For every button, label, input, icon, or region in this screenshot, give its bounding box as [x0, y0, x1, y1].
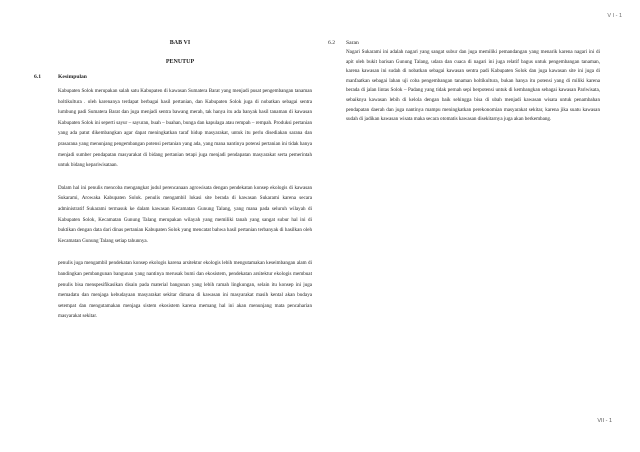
paragraph: Kabupaten Solok merupakan salah satu Kabupaten di kawasan Sumatera Barat yang menjadi pusat pengembangan tanaman holtikultura . oleh karenanya terdapat berbagai hasil pertanian, dan Kabupaten Solok juga di nobatkan sebagai sentra lumbung padi Sumatera Barat dan juga menjadi sentra bawang merah, tak hanya itu ada banyak hasil tanaman di kawasan Kabupaten Solok ini seperti sayur – sayuran, buah – buahan, bunga dan kapulaga atau rempah – rempah. Produksi pertanian yang ada patut dikembangkan agar dapat meningkatkan taraf hidup masyarakat, untuk itu perlu disediakan sarana dan prasarana yang menunjang pengembangan potensi pertanian yang ada, yang mana nantinya potensi pertanian ini tidak hanya menjadi sumber pendapatan masyarakat di bidang pertanian tetapi juga menjadi pendapatan masyarakat serta pemerintah untuk bidang kepariwisataan.	[58, 88, 312, 169]
paragraph: penulis juga mengambil pendekatan konsep ekologis karena arsitektur ekologis lebih mengutamakan keseimbangan alam di bandingkan pembangunan bangunan yang nantinya merusak bumi dan ekosistem, pendekatan arsitektur ekologis membuat penulis bisa menspesifikasikan disain pada material bangunan yang lebih ramah lingkungan, selain itu konsep ini juga memadatu dan menjaga kebudayaan masyarakat sekitar dimana di kawasan ini masyarakat masih kental akan budaya setempat dan mengutamakan menjaga sistem ekosistem karena memang hal ini akan menunjang mata pencaharian masyarakat sekitar.	[58, 260, 312, 320]
footer-page-number: VII - 1	[597, 418, 612, 424]
section-heading-kesimpulan	[34, 74, 312, 80]
section-heading-saran	[328, 40, 600, 46]
section-body-saran	[328, 48, 600, 125]
paragraph: Dalam hal ini penulis mencoba mengangkat judul perencanaan agrowisata dengan pendekatan konsep ekologis di kawasan Sukarami, Arowaka Kabupaten Solok. penulis mengambil lokasi site berada di kawasan Sukarami karena secara administratif Sukarami termasuk ke dalam kawasan Kecamatan Gunung Talang, yang mana pada seluruh wilayah di Kabupaten Solok, Kecamatan Gunung Talang merupakan wilayah yang memiliki tanah yang sangat subur hal ini di buktikan dengan data dari dinas pertanian Kabupaten Solok yang mencatat bahwa hasil pertanian terbanyak di hasilkan oleh Kecamatan Gunung Talang setiap tahunnya.	[58, 184, 312, 244]
section-title: Saran	[346, 40, 359, 46]
right-column	[328, 40, 600, 137]
left-column	[34, 40, 312, 334]
section-number: 6.1	[34, 74, 41, 80]
section-title: Kesimpulan	[58, 74, 87, 80]
paragraph: Nagari Sukarami ini adalah nagari yang sangat subur dan juga memiliki pemandangan yang menarik karena nagari ini di apit oleh bukit barisan Gunung Talang, udara dan cuaca di nagari ini juga relatif bagus untuk pengembangan tanaman, karena kawasan ini sudah di nobatkan sebagai kawasan sentra padi Kabupaten Solok dan juga kawasan site ini juga di manfaatkan sebagai lahan uji coba pengembangan tanaman holtikultura, bukan hanya itu potensi yang di miliki karena berada di jalan lintas Solok – Padang yang tidak pernah sepi berpotensi untuk di kembangkan sebagai kawasan Pariwisata, sebaiknya kawasan lebih di kelola dengan baik sehingga bisa di ubah menjadi kawasan wisata untuk penambahan pendapatan daerah dan juga nantinya mampu meningkatkan perekonomian masyarakat sekitar, karena jika suatu kawasan sudah di jadikan kawasan wisata maka secara otomatis kawasan disekitarnya juga akan berkembang.	[346, 49, 600, 123]
chapter-subtitle: PENUTUP	[165, 59, 195, 65]
header-page-number: V I - 1	[607, 13, 622, 19]
chapter-title: BAB VI	[169, 40, 191, 46]
section-body-kesimpulan	[34, 86, 312, 322]
section-number: 6.2	[328, 40, 335, 46]
